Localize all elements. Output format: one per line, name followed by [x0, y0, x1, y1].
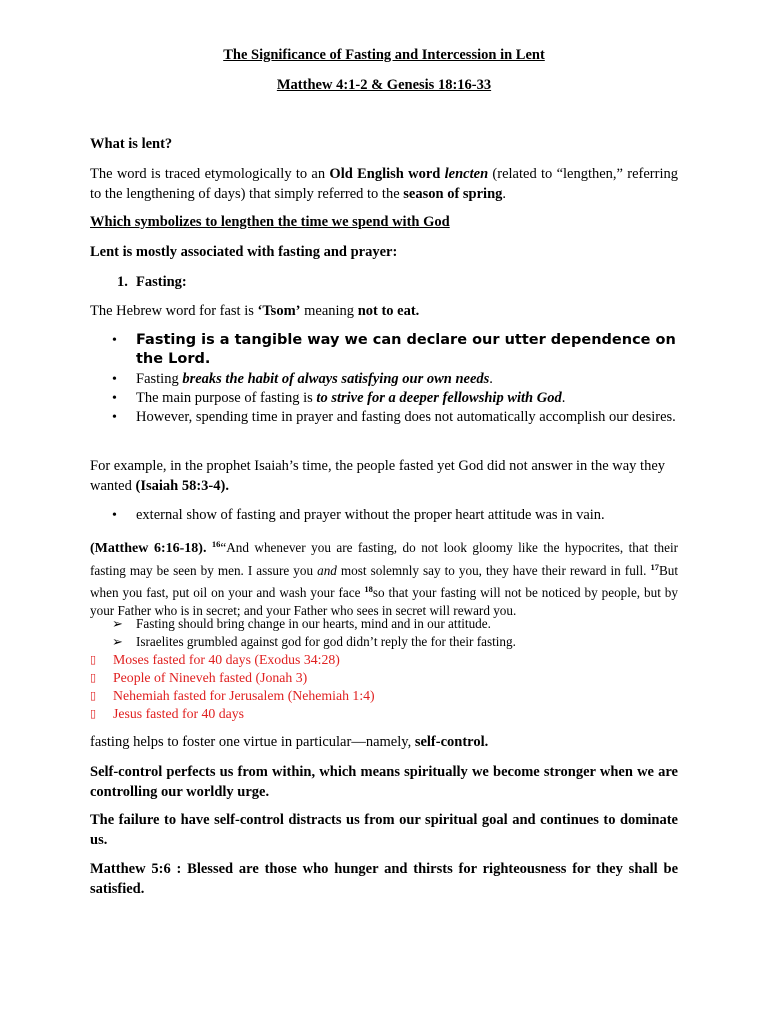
- list-number: 1.: [117, 274, 128, 290]
- bullet-text: Fasting is a tangible way we can declare our utter dependence on the Lord.: [136, 332, 676, 367]
- bullet-text: external show of fasting and prayer without the proper heart attitude was in vain.: [136, 507, 605, 523]
- matthew-5-6-paragraph: Matthew 5:6 : Blessed are those who hunger and thirsts for righteousness for they shall be satisfied.: [90, 861, 678, 897]
- missing-glyph-marker: ▯: [90, 707, 97, 720]
- bullet-marker: •: [112, 410, 117, 425]
- missing-glyph-marker: ▯: [90, 671, 97, 684]
- arrow-marker: ➢: [112, 634, 124, 649]
- what-is-lent-heading: What is lent?: [90, 136, 173, 152]
- bullet-marker: •: [112, 508, 117, 523]
- virtue-paragraph: fasting helps to foster one virtue in particular—namely, self-control.: [90, 734, 489, 750]
- arrow-marker: ➢: [112, 616, 124, 631]
- document-title: The Significance of Fasting and Intercession in Lent: [223, 47, 545, 63]
- symbolizes-line: Which symbolizes to lengthen the time we spend with God: [90, 214, 450, 230]
- missing-glyph-marker: ▯: [90, 689, 97, 702]
- arrow-text: Fasting should bring change in our hearts, mind and in our attitude.: [136, 616, 491, 631]
- red-list-text: Nehemiah fasted for Jerusalem (Nehemiah 1:4): [113, 688, 375, 703]
- self-control-paragraph: Self-control perfects us from within, which means spiritually we become stronger when we are controlling our worldly urge.: [90, 764, 678, 800]
- bullet-marker: •: [112, 333, 117, 348]
- missing-glyph-marker: ▯: [90, 653, 97, 666]
- fasting-label: Fasting:: [136, 274, 187, 290]
- failure-paragraph: The failure to have self-control distracts us from our spiritual goal and continues to dominate us.: [90, 812, 678, 848]
- document-subtitle: Matthew 4:1-2 & Genesis 18:16-33: [276, 77, 492, 93]
- bullet-text: Fasting breaks the habit of always satisfying our own needs.: [136, 371, 493, 387]
- matthew-quote-paragraph: (Matthew 6:16-18). $^{16}$“And whenever you are fasting, do not look gloomy like the hypocrites, that their fasting may be seen by men. I assure you and most solemnly say to you, they have their reward in full. $^{17}$But when you fast, put oil on your and wash your face $^{18}$so that your fasting will not be noticed by people, but by your Father who is in secret; and your Father who sees in secret will reward you.: [90, 539, 679, 618]
- associated-line: Lent is mostly associated with fasting and prayer:: [90, 244, 398, 260]
- bullet-text: However, spending time in prayer and fasting does not automatically accomplish our desires.: [136, 409, 676, 425]
- bullet-marker: •: [112, 391, 117, 406]
- bullet-text: The main purpose of fasting is to strive for a deeper fellowship with God.: [136, 390, 566, 406]
- red-list-text: Moses fasted for 40 days (Exodus 34:28): [113, 652, 340, 667]
- red-list-text: Jesus fasted for 40 days: [113, 706, 245, 721]
- bullet-marker: •: [112, 372, 117, 387]
- etymology-paragraph: The word is traced etymologically to an Old English word lencten (related to “lengthen,” referring to the lengthening of days) that simply referred to the season of spring.: [90, 166, 678, 202]
- hebrew-line: The Hebrew word for fast is ‘Tsom’ meaning not to eat.: [90, 303, 420, 319]
- arrow-text: Israelites grumbled against god for god didn’t reply the for their fasting.: [136, 634, 516, 649]
- isaiah-paragraph: For example, in the prophet Isaiah’s time, the people fasted yet God did not answer in the way they wanted (Isaiah 58:3-4).: [90, 458, 666, 494]
- red-list-text: People of Nineveh fasted (Jonah 3): [113, 670, 308, 685]
